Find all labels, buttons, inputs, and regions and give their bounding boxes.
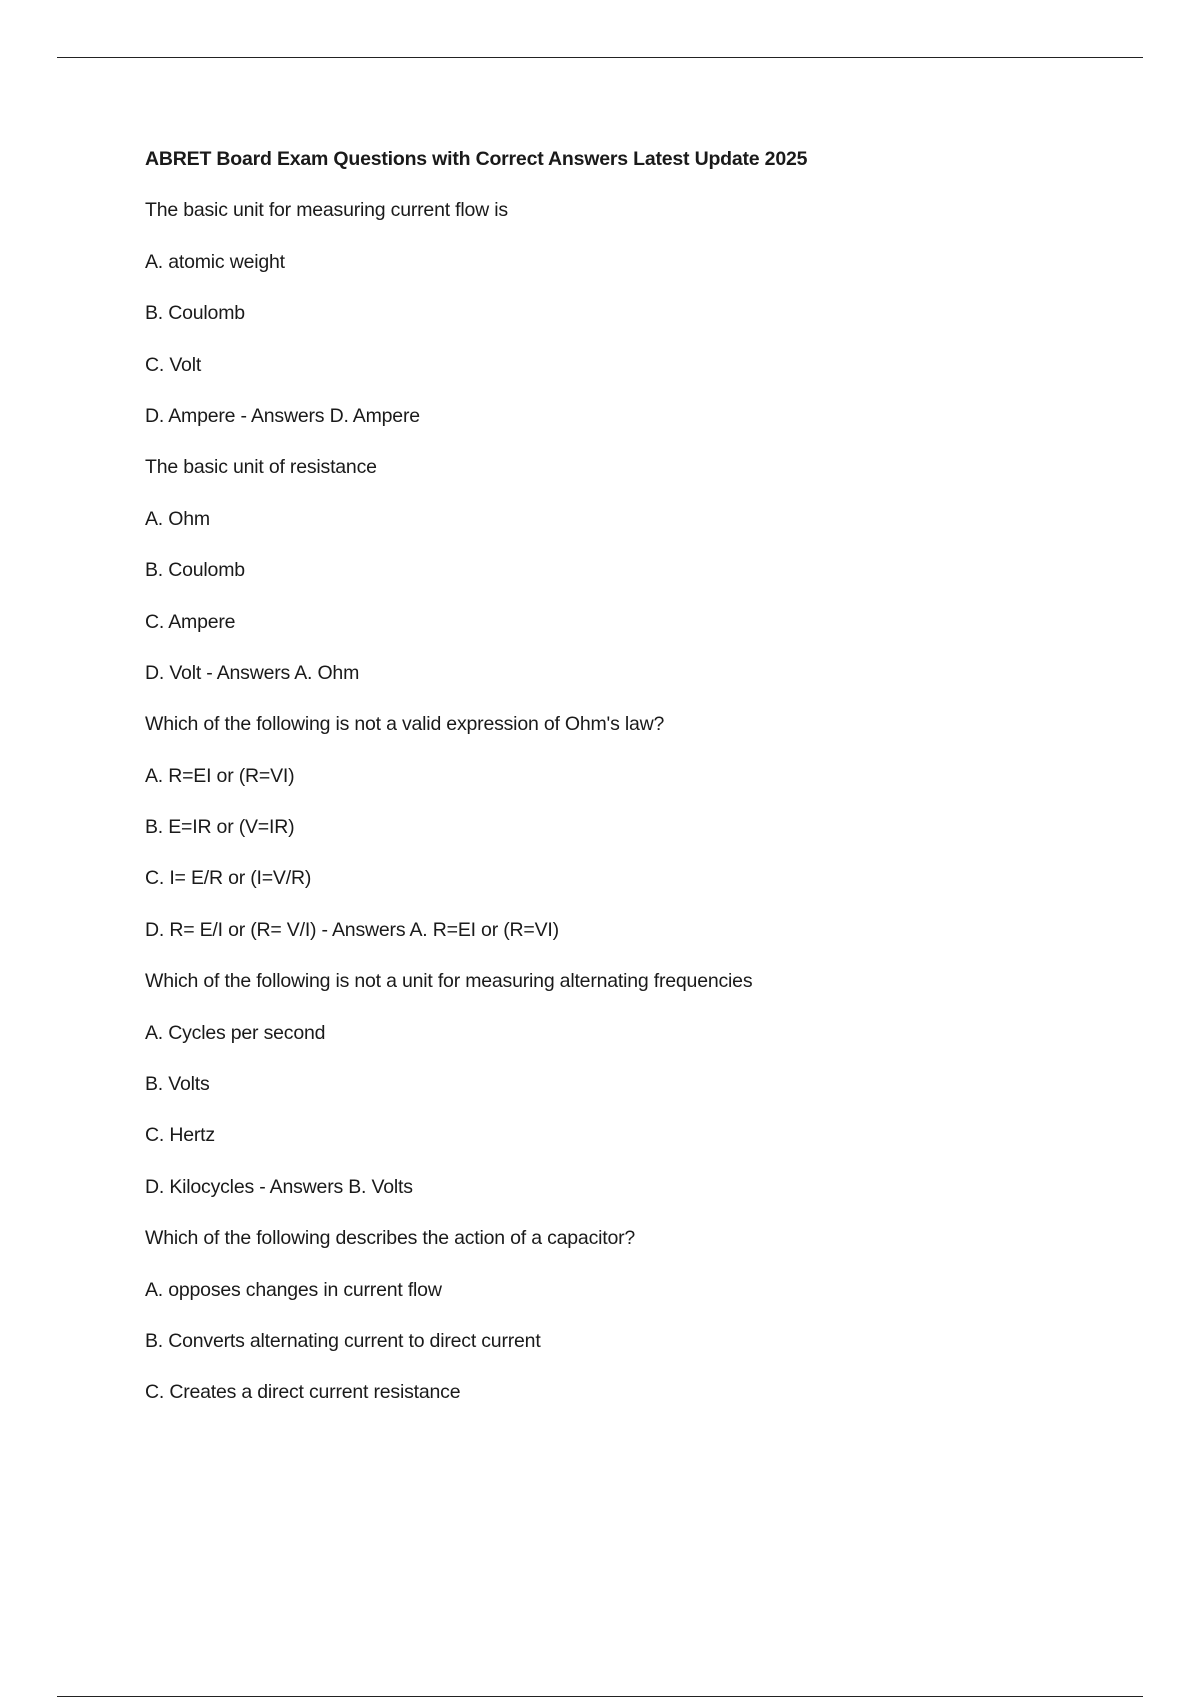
answer-option: A. Cycles per second [145,1021,326,1044]
footer-rule [57,1696,1143,1697]
question-text: The basic unit for measuring current flow is [145,199,508,222]
answer-option: A. Ohm [145,507,210,530]
question-list [145,198,1105,1404]
answer-option: B. Converts alternating current to direct current [145,1329,541,1352]
answer-option: B. Coulomb [145,302,245,325]
answer-option: A. R=EI or (R=VI) [145,764,295,787]
header-rule [57,57,1143,58]
answer-option: B. Volts [145,1073,210,1096]
document-title: ABRET Board Exam Questions with Correct Answers Latest Update 2025 [145,148,808,170]
answer-option: C. I= E/R or (I=V/R) [145,867,312,890]
answer-option-with-key: D. Volt - Answers A. Ohm [145,661,360,684]
answer-option: B. Coulomb [145,559,245,582]
answer-option: C. Volt [145,353,202,376]
question-text: Which of the following is not a unit for measuring alternating frequencies [145,970,753,993]
document-body [145,147,1105,1404]
answer-option: B. E=IR or (V=IR) [145,816,295,839]
answer-option-with-key: D. R= E/I or (R= V/I) - Answers A. R=EI or (R=VI) [145,918,559,941]
question-text: Which of the following is not a valid expression of Ohm's law? [145,713,665,736]
answer-option: C. Creates a direct current resistance [145,1381,461,1404]
answer-option: A. opposes changes in current flow [145,1278,442,1301]
answer-option: C. Ampere [145,610,236,633]
question-text: Which of the following describes the action of a capacitor? [145,1227,636,1250]
answer-option-with-key: D. Kilocycles - Answers B. Volts [145,1175,413,1198]
question-text: The basic unit of resistance [145,456,377,479]
answer-option-with-key: D. Ampere - Answers D. Ampere [145,404,420,427]
answer-option: C. Hertz [145,1124,215,1147]
answer-option: A. atomic weight [145,250,285,273]
